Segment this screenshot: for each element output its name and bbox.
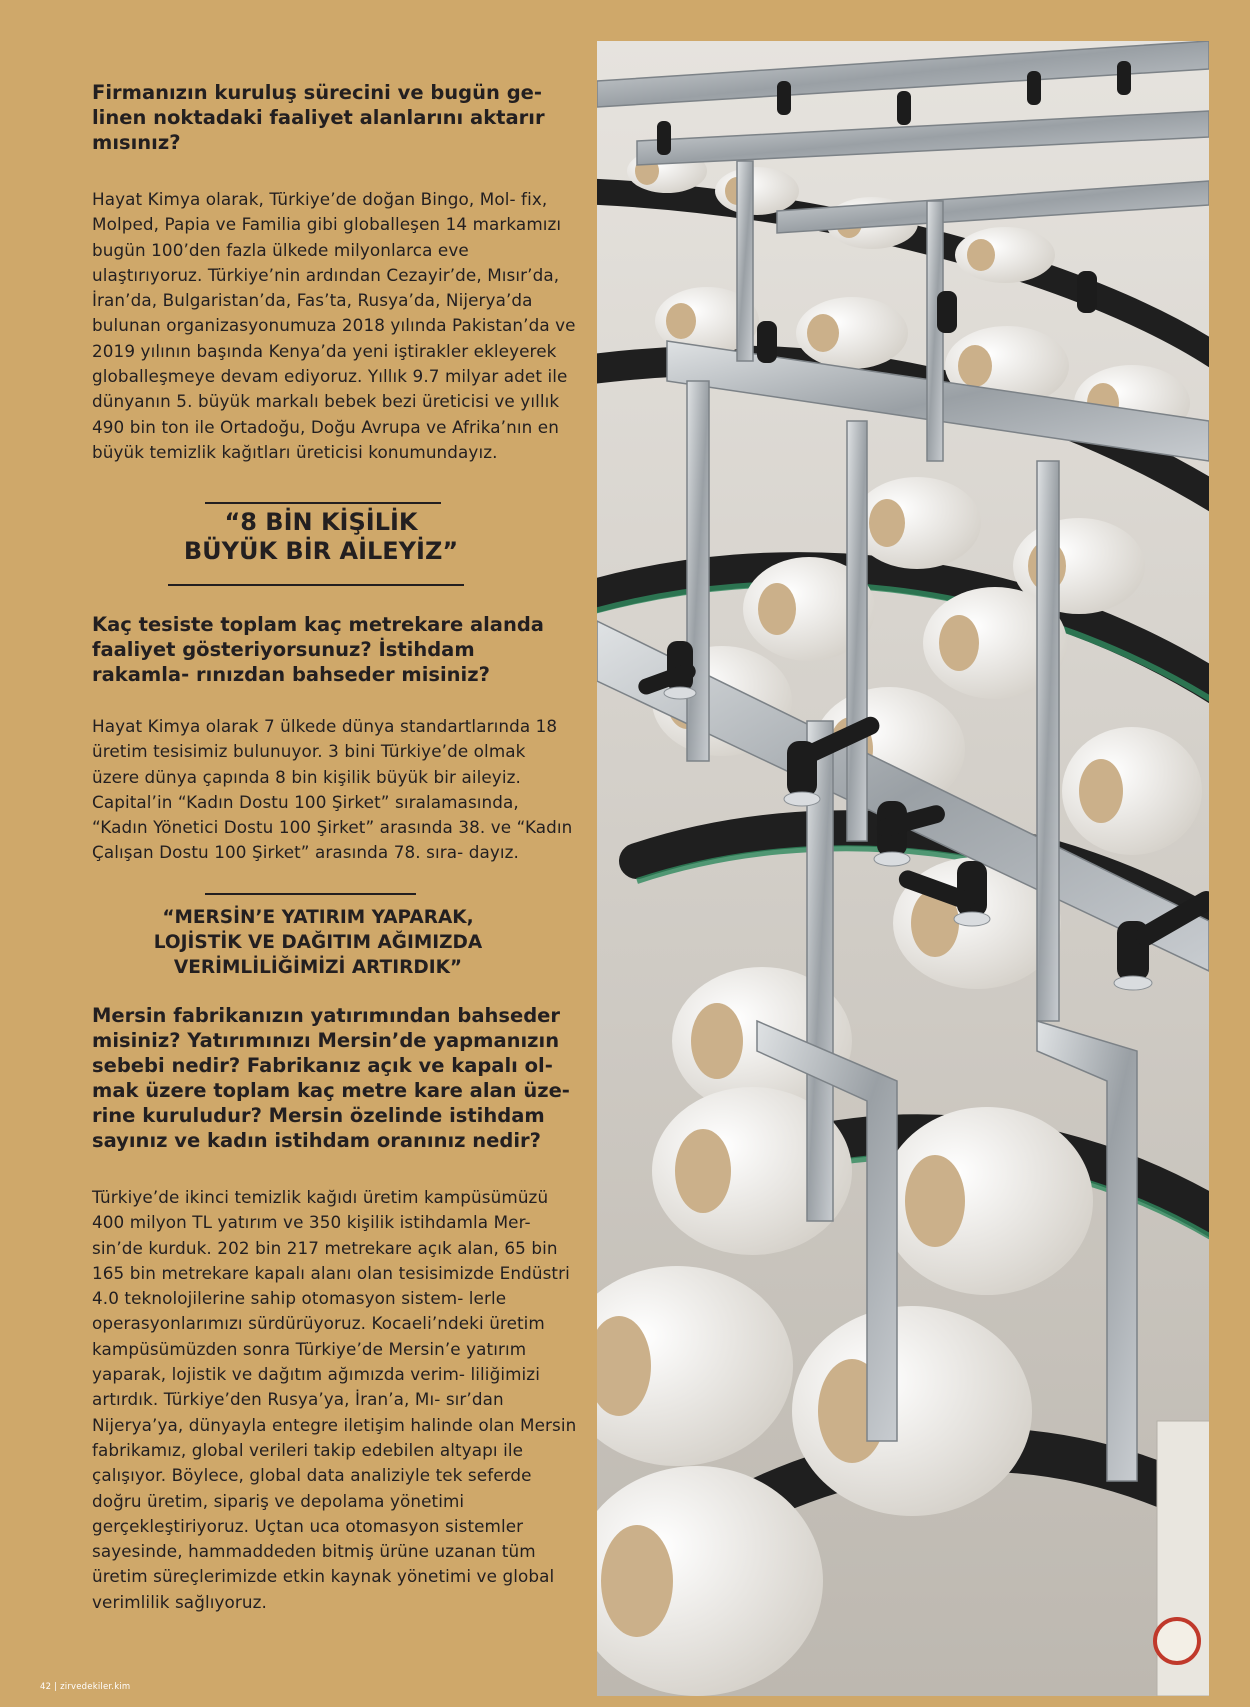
headline-1-line-2: BÜYÜK BİR AİLEYİZ” bbox=[183, 537, 459, 565]
answer-1: Hayat Kimya olarak, Türkiye’de doğan Bingo, Mol- fix, Molped, Papia ve Familia gibi globalleşen 14 markamızı bugün 100’den fazla ülkede milyonlarca eve ulaştırıyoruz. Türkiye’nin ardından Cezayir’de, Mısır’da, İran’da, Bulgaristan’da, Fas’ta, Rusya’da, Nijerya’da bulunan organizasyonumuza 2018 yılında Pakistan’da ve 2019 yılının başında Kenya’da yeni iştirakler ekleyerek globalleşmeye devam ediyoruz. Yıllık 9.7 milyar adet ile dünyanın 5. büyük markalı bebek bezi üreticisi ve yıllık 490 bin ton ile Ortadoğu, Doğu Avrupa ve Afrika’nın en büyük temizlik kağıtları üreticisi konumundayız. bbox=[92, 189, 576, 462]
headline-1 bbox=[150, 508, 492, 566]
answer-2: Hayat Kimya olarak 7 ülkede dünya standartlarında 18 üretim tesisimiz bulunuyor. 3 bini Türkiye’de olmak üzere dünya çapında 8 bin kişilik büyük bir aileyiz. Capital’in “Kadın Dostu 100 Şirket” sıralamasında, “Kadın Yönetici Dostu 100 Şirket” arasında 38. ve “Kadın Çalışan Dostu 100 Şirket” arasında 78. sıra- dayız. bbox=[92, 716, 573, 863]
page-number: 42 bbox=[40, 1682, 52, 1692]
headline-2 bbox=[118, 905, 518, 980]
text-column bbox=[0, 0, 588, 1707]
answer-3: Türkiye’de ikinci temizlik kağıdı üretim kampüsümüzü 400 milyon TL yatırım ve 350 kişilik istihdamla Mer- sin’de kurduk. 202 bin 217 metrekare açık alan, 65 bin 165 bin metrekare kapalı alanı olan tesisimizde Endüstri 4.0 teknolojilerine sahip otomasyon sistem- lerle operasyonlarımızı sürdürüyoruz. Kocaeli’ndeki üretim kampüsümüzden sonra Türkiye’de Mersin’e yatırım yaparak, lojistik ve dağıtım ağımızda verim- liliğimizi artırdık. Türkiye’den Rusya’ya, İran’a, Mı- sır’dan Nijerya’ya, dünyayla entegre iletişim halinde olan Mersin fabrikamız, global verileri takip edebilen altyapı ile çalışıyor. Böylece, global data analiziyle tek seferde doğru üretim, sipariş ve depolama yönetimi gerçekleştiriyoruz. Uçtan uca otomasyon sistemler sayesinde, hammaddeden bitmiş ürüne uzanan tüm üretim süreçlerimizde etkin kaynak yönetimi ve global verimlilik sağlıyoruz. bbox=[92, 1187, 577, 1612]
headline-2-line-2: LOJİSTİK VE DAĞITIM AĞIMIZDA bbox=[153, 932, 483, 953]
headline-1-rule-bottom bbox=[168, 584, 464, 586]
headline-2-line-3: VERİMLİLİĞİMİZİ ARTIRDIK” bbox=[173, 957, 463, 978]
question-1-block bbox=[92, 80, 578, 155]
question-3: Mersin fabrikanızın yatırımından bahseder misiniz? Yatırımınızı Mersin’de yapmanızın sebebi nedir? Fabrikanız açık ve kapalı ol- mak üzere toplam kaç metre kare alan üze- rine kuruludur? Mersin özelinde istihdam sayınız ve kadın istihdam oranınız nedir? bbox=[92, 1004, 570, 1152]
question-1: Firmanızın kuruluş sürecini ve bugün ge- linen noktadaki faaliyet alanlarını aktarır mısınız? bbox=[92, 81, 545, 154]
answer-3-block bbox=[92, 1185, 578, 1615]
question-2: Kaç tesiste toplam kaç metrekare alanda faaliyet gösteriyorsunuz? İstihdam rakamla- rınızdan bahseder misiniz? bbox=[92, 613, 544, 686]
headline-1-line-1: “8 BİN KİŞİLİK bbox=[224, 508, 418, 536]
headline-2-rule bbox=[205, 893, 416, 895]
footer-separator: | bbox=[54, 1682, 58, 1692]
headline-2-line-1: “MERSİN’E YATIRIM YAPARAK, bbox=[162, 907, 474, 928]
answer-1-block bbox=[92, 187, 578, 465]
toilet-paper-conveyor-illustration bbox=[597, 41, 1209, 1696]
production-line-photo bbox=[597, 41, 1209, 1696]
footer-site: zirvedekiler.kim bbox=[60, 1682, 131, 1692]
headline-1-rule-top bbox=[205, 502, 441, 504]
question-3-block bbox=[92, 1003, 578, 1153]
page-footer bbox=[40, 1682, 130, 1692]
question-2-block bbox=[92, 612, 578, 687]
answer-2-block bbox=[92, 714, 578, 866]
